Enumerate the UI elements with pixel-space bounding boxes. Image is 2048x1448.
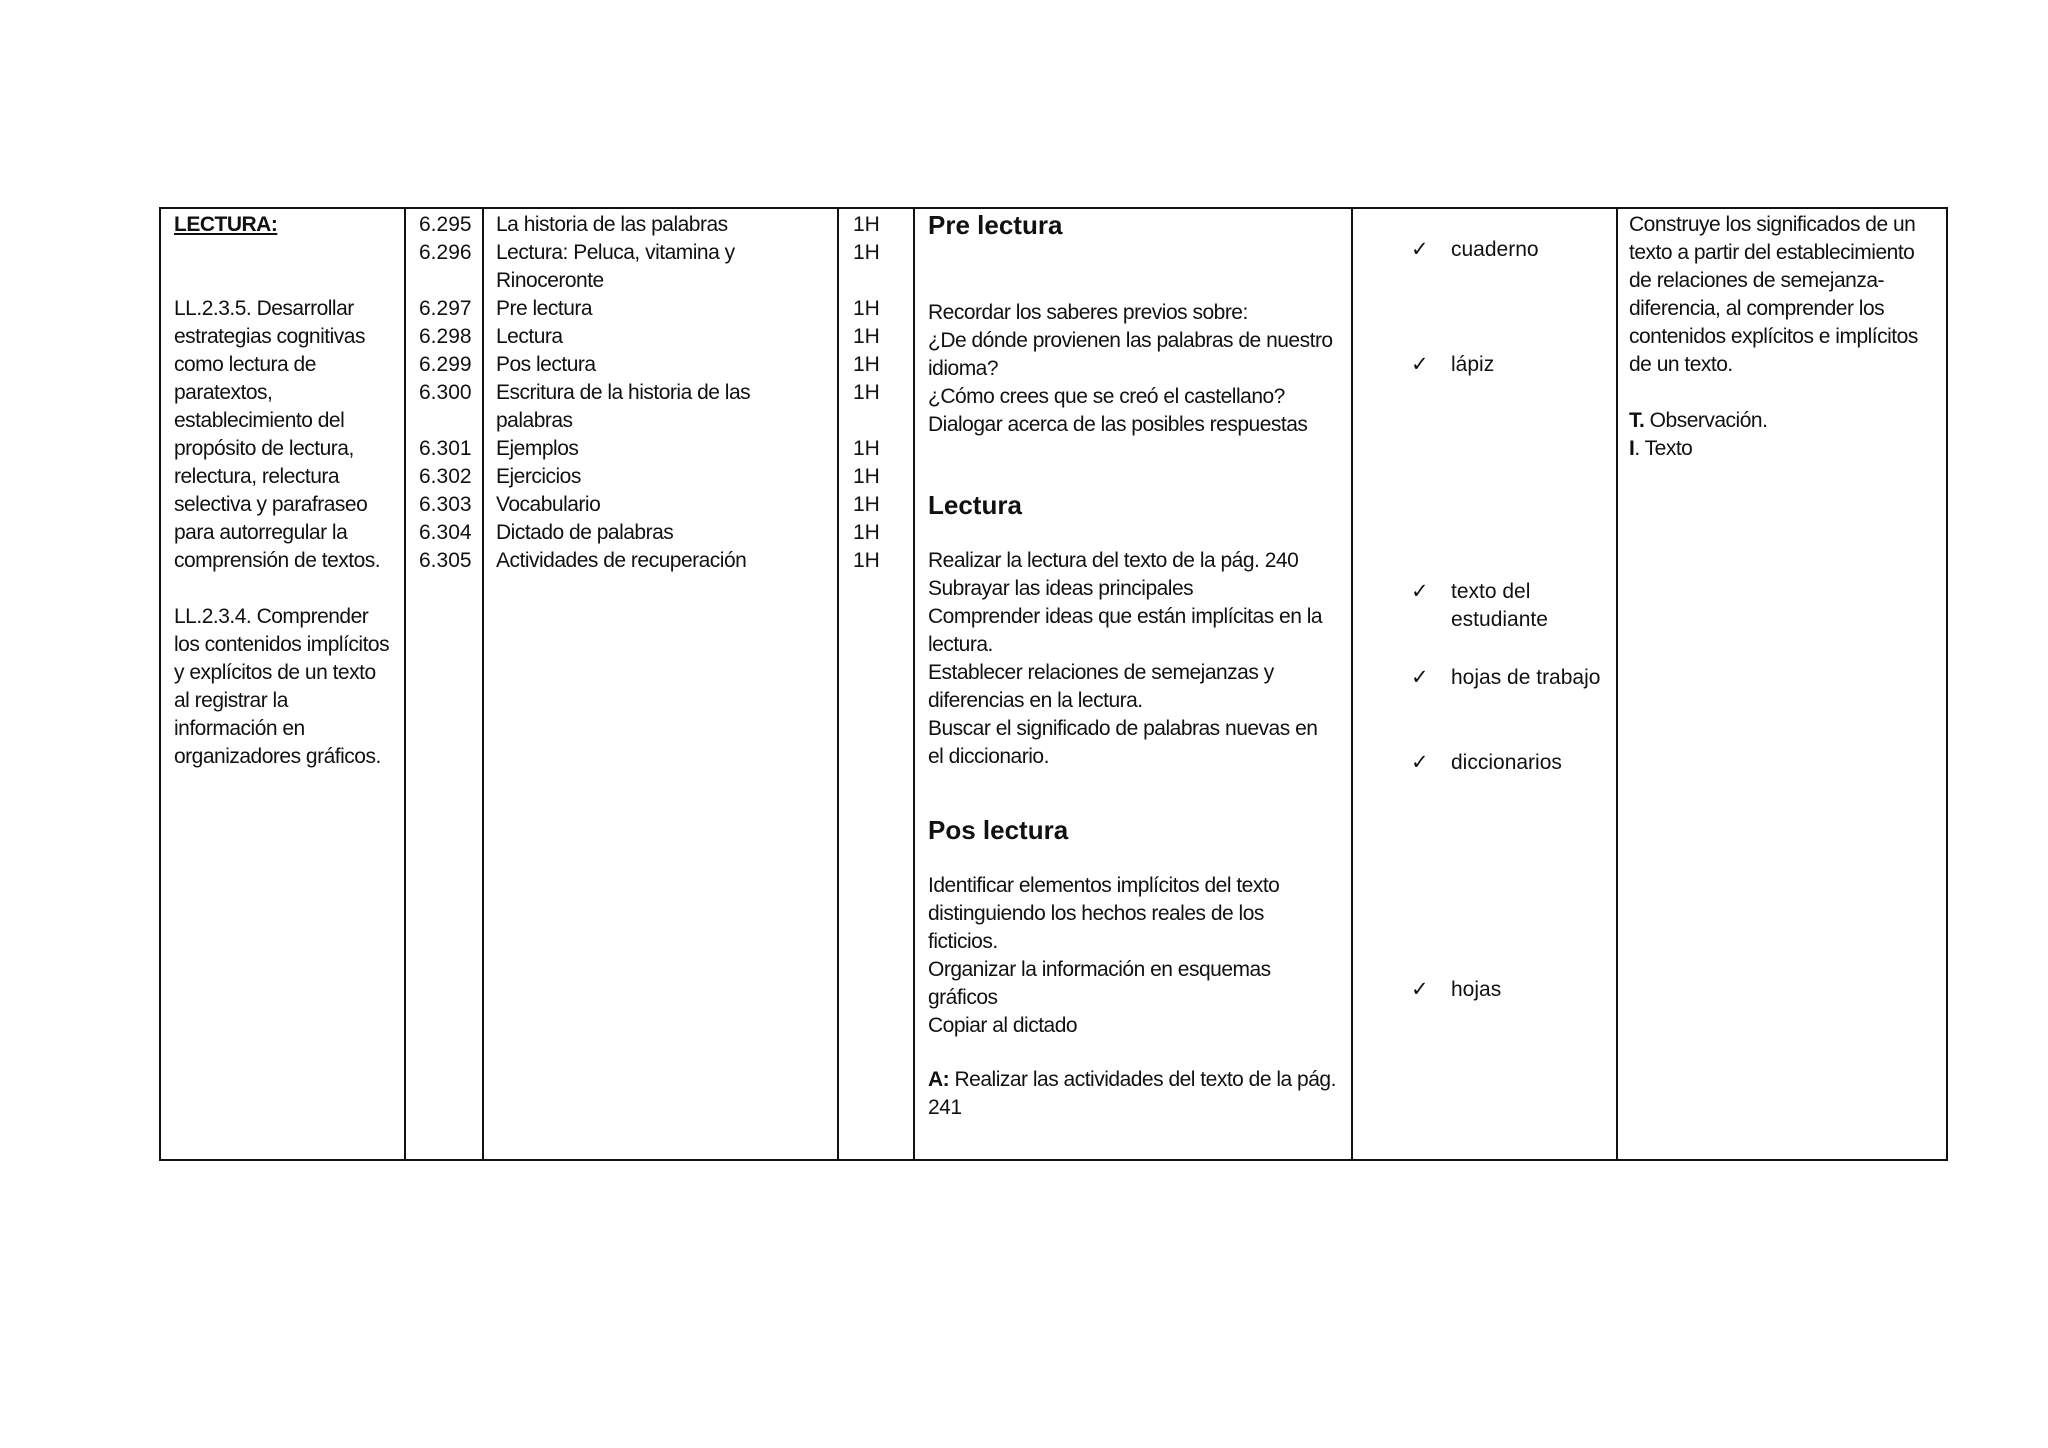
- content-line: Actividades de recuperación: [496, 549, 747, 572]
- skill-block-1: [174, 295, 399, 575]
- resource-label: texto del: [1451, 580, 1531, 603]
- skill-text-line: LL.2.3.5. Desarrollar: [174, 297, 354, 320]
- instrument-row: [1629, 435, 1944, 463]
- pre-reading-activities: [928, 299, 1348, 439]
- activity-text: Realizar las actividades del texto de la pág.: [949, 1068, 1336, 1091]
- resource-item: [1411, 664, 1600, 692]
- criteria-line: de relaciones de semejanza-: [1629, 269, 1884, 292]
- content-line: La historia de las palabras: [496, 213, 728, 236]
- skill-text-line: como lectura de: [174, 353, 316, 376]
- content-column: [496, 211, 831, 575]
- resource-label: diccionarios: [1451, 751, 1562, 774]
- post-reading-activities: [928, 872, 1348, 1040]
- content-line: Pre lectura: [496, 297, 593, 320]
- checkmark-icon: ✓: [1411, 580, 1429, 603]
- content-line: Vocabulario: [496, 493, 601, 516]
- hours-cell: 1H: [853, 353, 880, 376]
- checkmark-icon: ✓: [1411, 238, 1429, 261]
- reading-heading: Lectura: [928, 490, 1022, 520]
- skill-text-line: estrategias cognitivas: [174, 325, 365, 348]
- section-title: LECTURA:: [174, 213, 278, 236]
- resource-item: [1411, 578, 1548, 634]
- column-divider: [1616, 209, 1618, 1159]
- activity-note: [928, 1066, 1348, 1122]
- activity-line: Comprender ideas que están implícitas en la: [928, 605, 1323, 628]
- code-cell: 6.299: [419, 353, 472, 376]
- activity-line: lectura.: [928, 633, 993, 656]
- resources-column: [1411, 209, 1611, 1159]
- activity-line: Recordar los saberes previos sobre:: [928, 301, 1248, 324]
- hours-cell: [853, 267, 908, 295]
- skill-text-line: propósito de lectura,: [174, 437, 354, 460]
- content-line: Dictado de palabras: [496, 521, 674, 544]
- code-cell: [419, 267, 479, 295]
- hours-cell: 1H: [853, 549, 880, 572]
- hours-cell: 1H: [853, 465, 880, 488]
- skill-text-line: al registrar la: [174, 689, 288, 712]
- activity-line: idioma?: [928, 357, 999, 380]
- code-cell: [419, 407, 479, 435]
- skill-text-line: paratextos,: [174, 381, 273, 404]
- activity-line: gráficos: [928, 986, 998, 1009]
- code-cell: 6.298: [419, 325, 472, 348]
- code-cell: 6.301: [419, 437, 472, 460]
- content-line: Pos lectura: [496, 353, 596, 376]
- code-column: [419, 211, 479, 575]
- resource-item: [1411, 976, 1501, 1004]
- content-line: Ejemplos: [496, 437, 579, 460]
- hours-cell: 1H: [853, 325, 880, 348]
- skill-text-line: organizadores gráficos.: [174, 745, 381, 768]
- column-divider: [913, 209, 915, 1159]
- resource-label: lápiz: [1451, 353, 1495, 376]
- checkmark-icon: ✓: [1411, 353, 1429, 376]
- activity-line: Dialogar acerca de las posibles respuestas: [928, 413, 1308, 436]
- instrument-label: I: [1629, 437, 1635, 460]
- activities-column: [928, 209, 1348, 1122]
- skill-text-line: relectura, relectura: [174, 465, 340, 488]
- code-cell: 6.303: [419, 493, 472, 516]
- criteria-line: de un texto.: [1629, 353, 1733, 376]
- activity-line: Establecer relaciones de semejanzas y: [928, 661, 1274, 684]
- instrument-value: . Texto: [1634, 437, 1693, 460]
- planning-table: [159, 207, 1948, 1161]
- skill-text-line: y explícitos de un texto: [174, 661, 376, 684]
- activity-line: Organizar la información en esquemas: [928, 958, 1271, 981]
- hours-column: [853, 211, 908, 575]
- skill-text-line: información en: [174, 717, 305, 740]
- activity-line: el diccionario.: [928, 745, 1049, 768]
- resource-item: [1411, 351, 1494, 379]
- activity-label: A:: [928, 1068, 950, 1091]
- hours-cell: [853, 407, 908, 435]
- hours-cell: 1H: [853, 493, 880, 516]
- skills-column: [174, 211, 399, 771]
- code-cell: 6.302: [419, 465, 472, 488]
- skill-text-line: comprensión de textos.: [174, 549, 381, 572]
- content-line: Escritura de la historia de las: [496, 381, 751, 404]
- evaluation-criteria: [1629, 211, 1944, 379]
- activity-line: Realizar la lectura del texto de la pág. 240: [928, 549, 1299, 572]
- column-divider: [482, 209, 484, 1159]
- column-divider: [1351, 209, 1353, 1159]
- resource-label: hojas de trabajo: [1451, 666, 1601, 689]
- criteria-line: contenidos explícitos e implícitos: [1629, 325, 1918, 348]
- code-cell: 6.296: [419, 241, 472, 264]
- activity-line: Copiar al dictado: [928, 1014, 1078, 1037]
- code-cell: 6.300: [419, 381, 472, 404]
- code-cell: 6.297: [419, 297, 472, 320]
- hours-cell: 1H: [853, 297, 880, 320]
- activity-line: Identificar elementos implícitos del texto: [928, 874, 1280, 897]
- checkmark-icon: ✓: [1411, 666, 1429, 689]
- hours-cell: 1H: [853, 213, 880, 236]
- activity-line: diferencias en la lectura.: [928, 689, 1143, 712]
- hours-cell: 1H: [853, 521, 880, 544]
- code-cell: 6.295: [419, 213, 472, 236]
- resource-item: [1411, 236, 1539, 264]
- evaluation-column: [1629, 211, 1944, 463]
- column-divider: [837, 209, 839, 1159]
- activity-line: ficticios.: [928, 930, 998, 953]
- checkmark-icon: ✓: [1411, 978, 1429, 1001]
- content-line: Lectura: [496, 325, 563, 348]
- code-cell: 6.304: [419, 521, 472, 544]
- content-line: Lectura: Peluca, vitamina y: [496, 241, 735, 264]
- content-line: Ejercicios: [496, 465, 581, 488]
- column-divider: [404, 209, 406, 1159]
- activity-line: distinguiendo los hechos reales de los: [928, 902, 1264, 925]
- hours-cell: 1H: [853, 381, 880, 404]
- resource-label: cuaderno: [1451, 238, 1539, 261]
- activity-text: 241: [928, 1096, 962, 1119]
- content-line: Rinoceronte: [496, 269, 604, 292]
- technique-row: [1629, 407, 1944, 435]
- skill-text-line: los contenidos implícitos: [174, 633, 390, 656]
- hours-cell: 1H: [853, 241, 880, 264]
- resource-label: estudiante: [1451, 608, 1548, 631]
- criteria-line: texto a partir del establecimiento: [1629, 241, 1915, 264]
- technique-label: T.: [1629, 409, 1645, 432]
- criteria-line: Construye los significados de un: [1629, 213, 1916, 236]
- reading-activities: [928, 547, 1348, 771]
- skill-text-line: establecimiento del: [174, 409, 345, 432]
- skill-block-2: [174, 603, 399, 771]
- post-reading-heading: Pos lectura: [928, 815, 1069, 845]
- resource-item: [1411, 749, 1562, 777]
- activity-line: Subrayar las ideas principales: [928, 577, 1194, 600]
- skill-text-line: para autorregular la: [174, 521, 348, 544]
- criteria-line: diferencia, al comprender los: [1629, 297, 1885, 320]
- checkmark-icon: ✓: [1411, 751, 1429, 774]
- pre-reading-heading: Pre lectura: [928, 210, 1063, 240]
- activity-line: ¿De dónde provienen las palabras de nuestro: [928, 329, 1333, 352]
- code-cell: 6.305: [419, 549, 472, 572]
- skill-text-line: LL.2.3.4. Comprender: [174, 605, 369, 628]
- hours-cell: 1H: [853, 437, 880, 460]
- resource-label: hojas: [1451, 978, 1502, 1001]
- skill-text-line: selectiva y parafraseo: [174, 493, 368, 516]
- activity-line: ¿Cómo crees que se creó el castellano?: [928, 385, 1285, 408]
- technique-value: Observación.: [1644, 409, 1768, 432]
- content-line: palabras: [496, 409, 573, 432]
- activity-line: Buscar el significado de palabras nuevas en: [928, 717, 1318, 740]
